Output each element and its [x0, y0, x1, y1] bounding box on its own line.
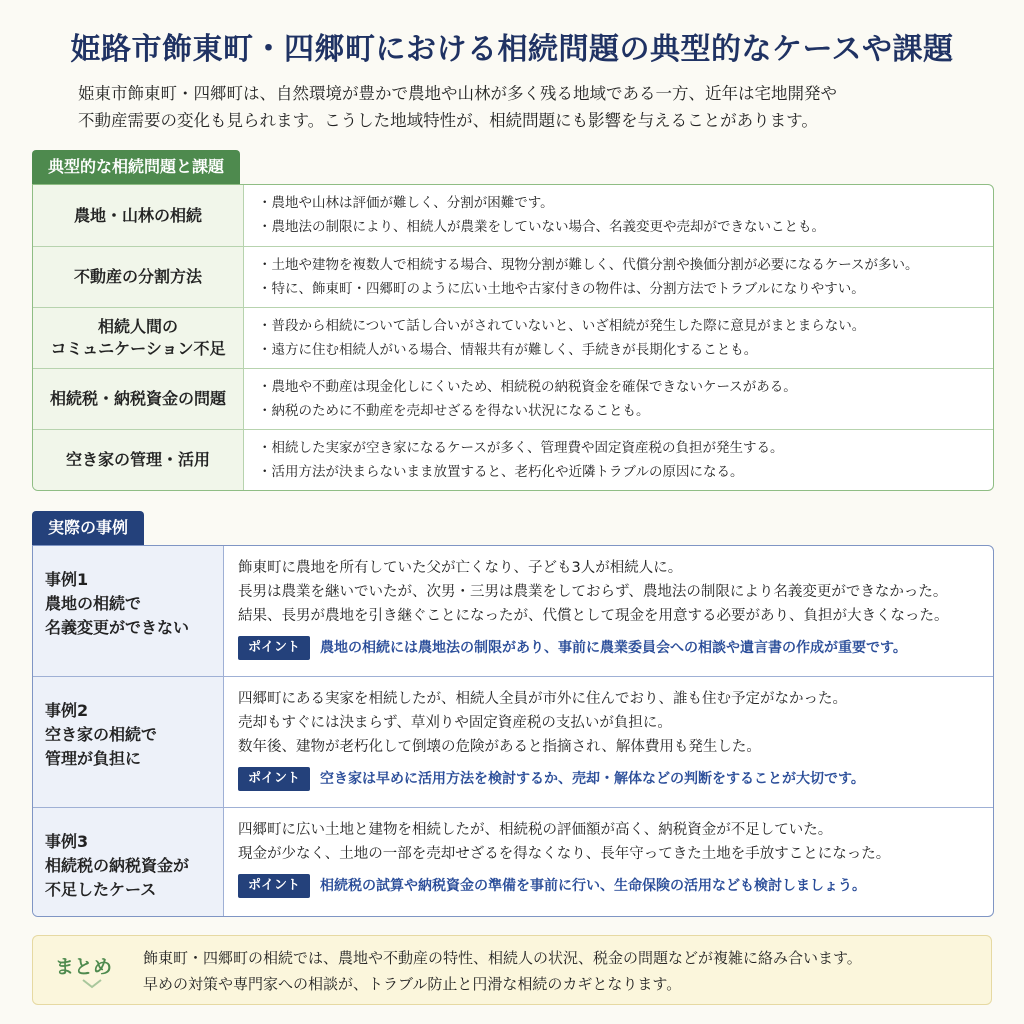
- point-badge: ポイント: [238, 636, 310, 660]
- point-text: 相続税の試算や納税資金の準備を事前に行い、生命保険の活用なども検討しましょう。: [320, 878, 867, 894]
- summary-line: 飾東町・四郷町の相続では、農地や不動産の特性、相続人の状況、税金の問題などが複雑に絡み合います。: [143, 949, 862, 967]
- issue-row: [33, 185, 993, 246]
- case-line: 売却もすぐには決まらず、草刈りや固定資産税の支払いが負担に。: [238, 715, 672, 731]
- point-text: 農地の相続には農地法の制限があり、事前に農業委員会への相談や遺言書の作成が重要です。: [320, 640, 907, 656]
- point-badge: ポイント: [238, 874, 310, 898]
- issue-row: [33, 368, 993, 429]
- issues-table: [32, 184, 994, 491]
- page-title: 姫路市飾東町・四郷町における相続問題の典型的なケースや課題: [70, 32, 954, 67]
- issue-row: [33, 429, 993, 490]
- issue-desc: [244, 430, 993, 490]
- issue-line: ・農地法の制限により、相続人が農業をしていない場合、名義変更や売却ができないことも。: [258, 219, 825, 235]
- issue-line: ・活用方法が決まらないまま放置すると、老朽化や近隣トラブルの原因になる。: [258, 464, 744, 480]
- case-line: 四郷町に広い土地と建物を相続したが、相続税の評価額が高く、納税資金が不足していた。: [238, 822, 833, 838]
- case-desc: [224, 677, 993, 807]
- issue-line: ・農地や不動産は現金化しにくいため、相続税の納税資金を確保できないケースがある。: [258, 379, 797, 395]
- issue-line: ・農地や山林は評価が難しく、分割が困難です。: [258, 195, 554, 211]
- issue-desc: [244, 185, 993, 246]
- case-label: 事例2 空き家の相続で 管理が負担に: [33, 677, 224, 807]
- case-row: [33, 546, 993, 676]
- case-point: [238, 636, 993, 660]
- issue-line: ・土地や建物を複数人で相続する場合、現物分割が難しく、代償分割や換価分割が必要になるケースが多い。: [258, 257, 919, 273]
- issues-heading: 典型的な相続問題と課題: [32, 150, 240, 184]
- case-line: 現金が少なく、土地の一部を売却せざるを得なくなり、長年守ってきた土地を手放すことになった。: [238, 846, 891, 862]
- cases-heading: 実際の事例: [32, 511, 144, 545]
- issue-line: ・遠方に住む相続人がいる場合、情報共有が難しく、手続きが長期化することも。: [258, 342, 758, 358]
- chevron-down-icon: [81, 978, 103, 990]
- intro-text: [78, 80, 978, 134]
- summary-box: [32, 935, 992, 1005]
- point-badge: ポイント: [238, 767, 310, 791]
- issue-label: 相続税・納税資金の問題: [33, 369, 244, 429]
- case-line: 長男は農業を継いでいたが、次男・三男は農業をしておらず、農地法の制限により名義変更ができなかった。: [238, 584, 948, 600]
- intro-line: 不動産需要の変化も見られます。こうした地域特性が、相続問題にも影響を与えることがあります。: [78, 111, 818, 130]
- summary-label: まとめ: [55, 956, 113, 978]
- case-row: [33, 807, 993, 916]
- issue-desc: [244, 308, 993, 368]
- case-label: 事例1 農地の相続で 名義変更ができない: [33, 546, 224, 676]
- case-desc: [224, 546, 993, 676]
- case-line: 結果、長男が農地を引き継ぐことになったが、代償として現金を用意する必要があり、負担が大きくなった。: [238, 608, 949, 624]
- issue-row: [33, 246, 993, 307]
- intro-line: 姫東市飾東町・四郷町は、自然環境が豊かで農地や山林が多く残る地域である一方、近年は宅地開発や: [78, 84, 837, 103]
- issue-label: 不動産の分割方法: [33, 247, 244, 307]
- case-row: [33, 676, 993, 807]
- issue-line: ・納税のために不動産を売却せざるを得ない状況になることも。: [258, 403, 650, 419]
- issue-label: 農地・山林の相続: [33, 185, 244, 246]
- issue-line: ・特に、飾東町・四郷町のように広い土地や古家付きの物件は、分割方法でトラブルになりやすい。: [258, 281, 865, 297]
- case-desc: [224, 808, 993, 916]
- case-line: 飾東町に農地を所有していた父が亡くなり、子ども3人が相続人に。: [238, 560, 683, 576]
- case-point: [238, 874, 993, 898]
- summary-line: 早めの対策や専門家への相談が、トラブル防止と円滑な相続のカギとなります。: [143, 975, 682, 993]
- case-line: 四郷町にある実家を相続したが、相続人全員が市外に住んでおり、誰も住む予定がなかった。: [238, 691, 847, 707]
- issue-desc: [244, 247, 993, 307]
- issue-label: 相続人間の コミュニケーション不足: [33, 308, 244, 368]
- case-point: [238, 767, 993, 791]
- case-line: 数年後、建物が老朽化して倒壊の危険があると指摘され、解体費用も発生した。: [238, 739, 761, 755]
- cases-table: [32, 545, 994, 917]
- issue-label: 空き家の管理・活用: [33, 430, 244, 490]
- summary-text: [143, 945, 862, 997]
- issue-desc: [244, 369, 993, 429]
- point-text: 空き家は早めに活用方法を検討するか、売却・解体などの判断をすることが大切です。: [320, 771, 865, 787]
- issue-line: ・相続した実家が空き家になるケースが多く、管理費や固定資産税の負担が発生する。: [258, 440, 784, 456]
- issue-line: ・普段から相続について話し合いがされていないと、いざ相続が発生した際に意見がまとまらない。: [258, 318, 866, 334]
- issue-row: [33, 307, 993, 368]
- case-label: 事例3 相続税の納税資金が 不足したケース: [33, 808, 224, 916]
